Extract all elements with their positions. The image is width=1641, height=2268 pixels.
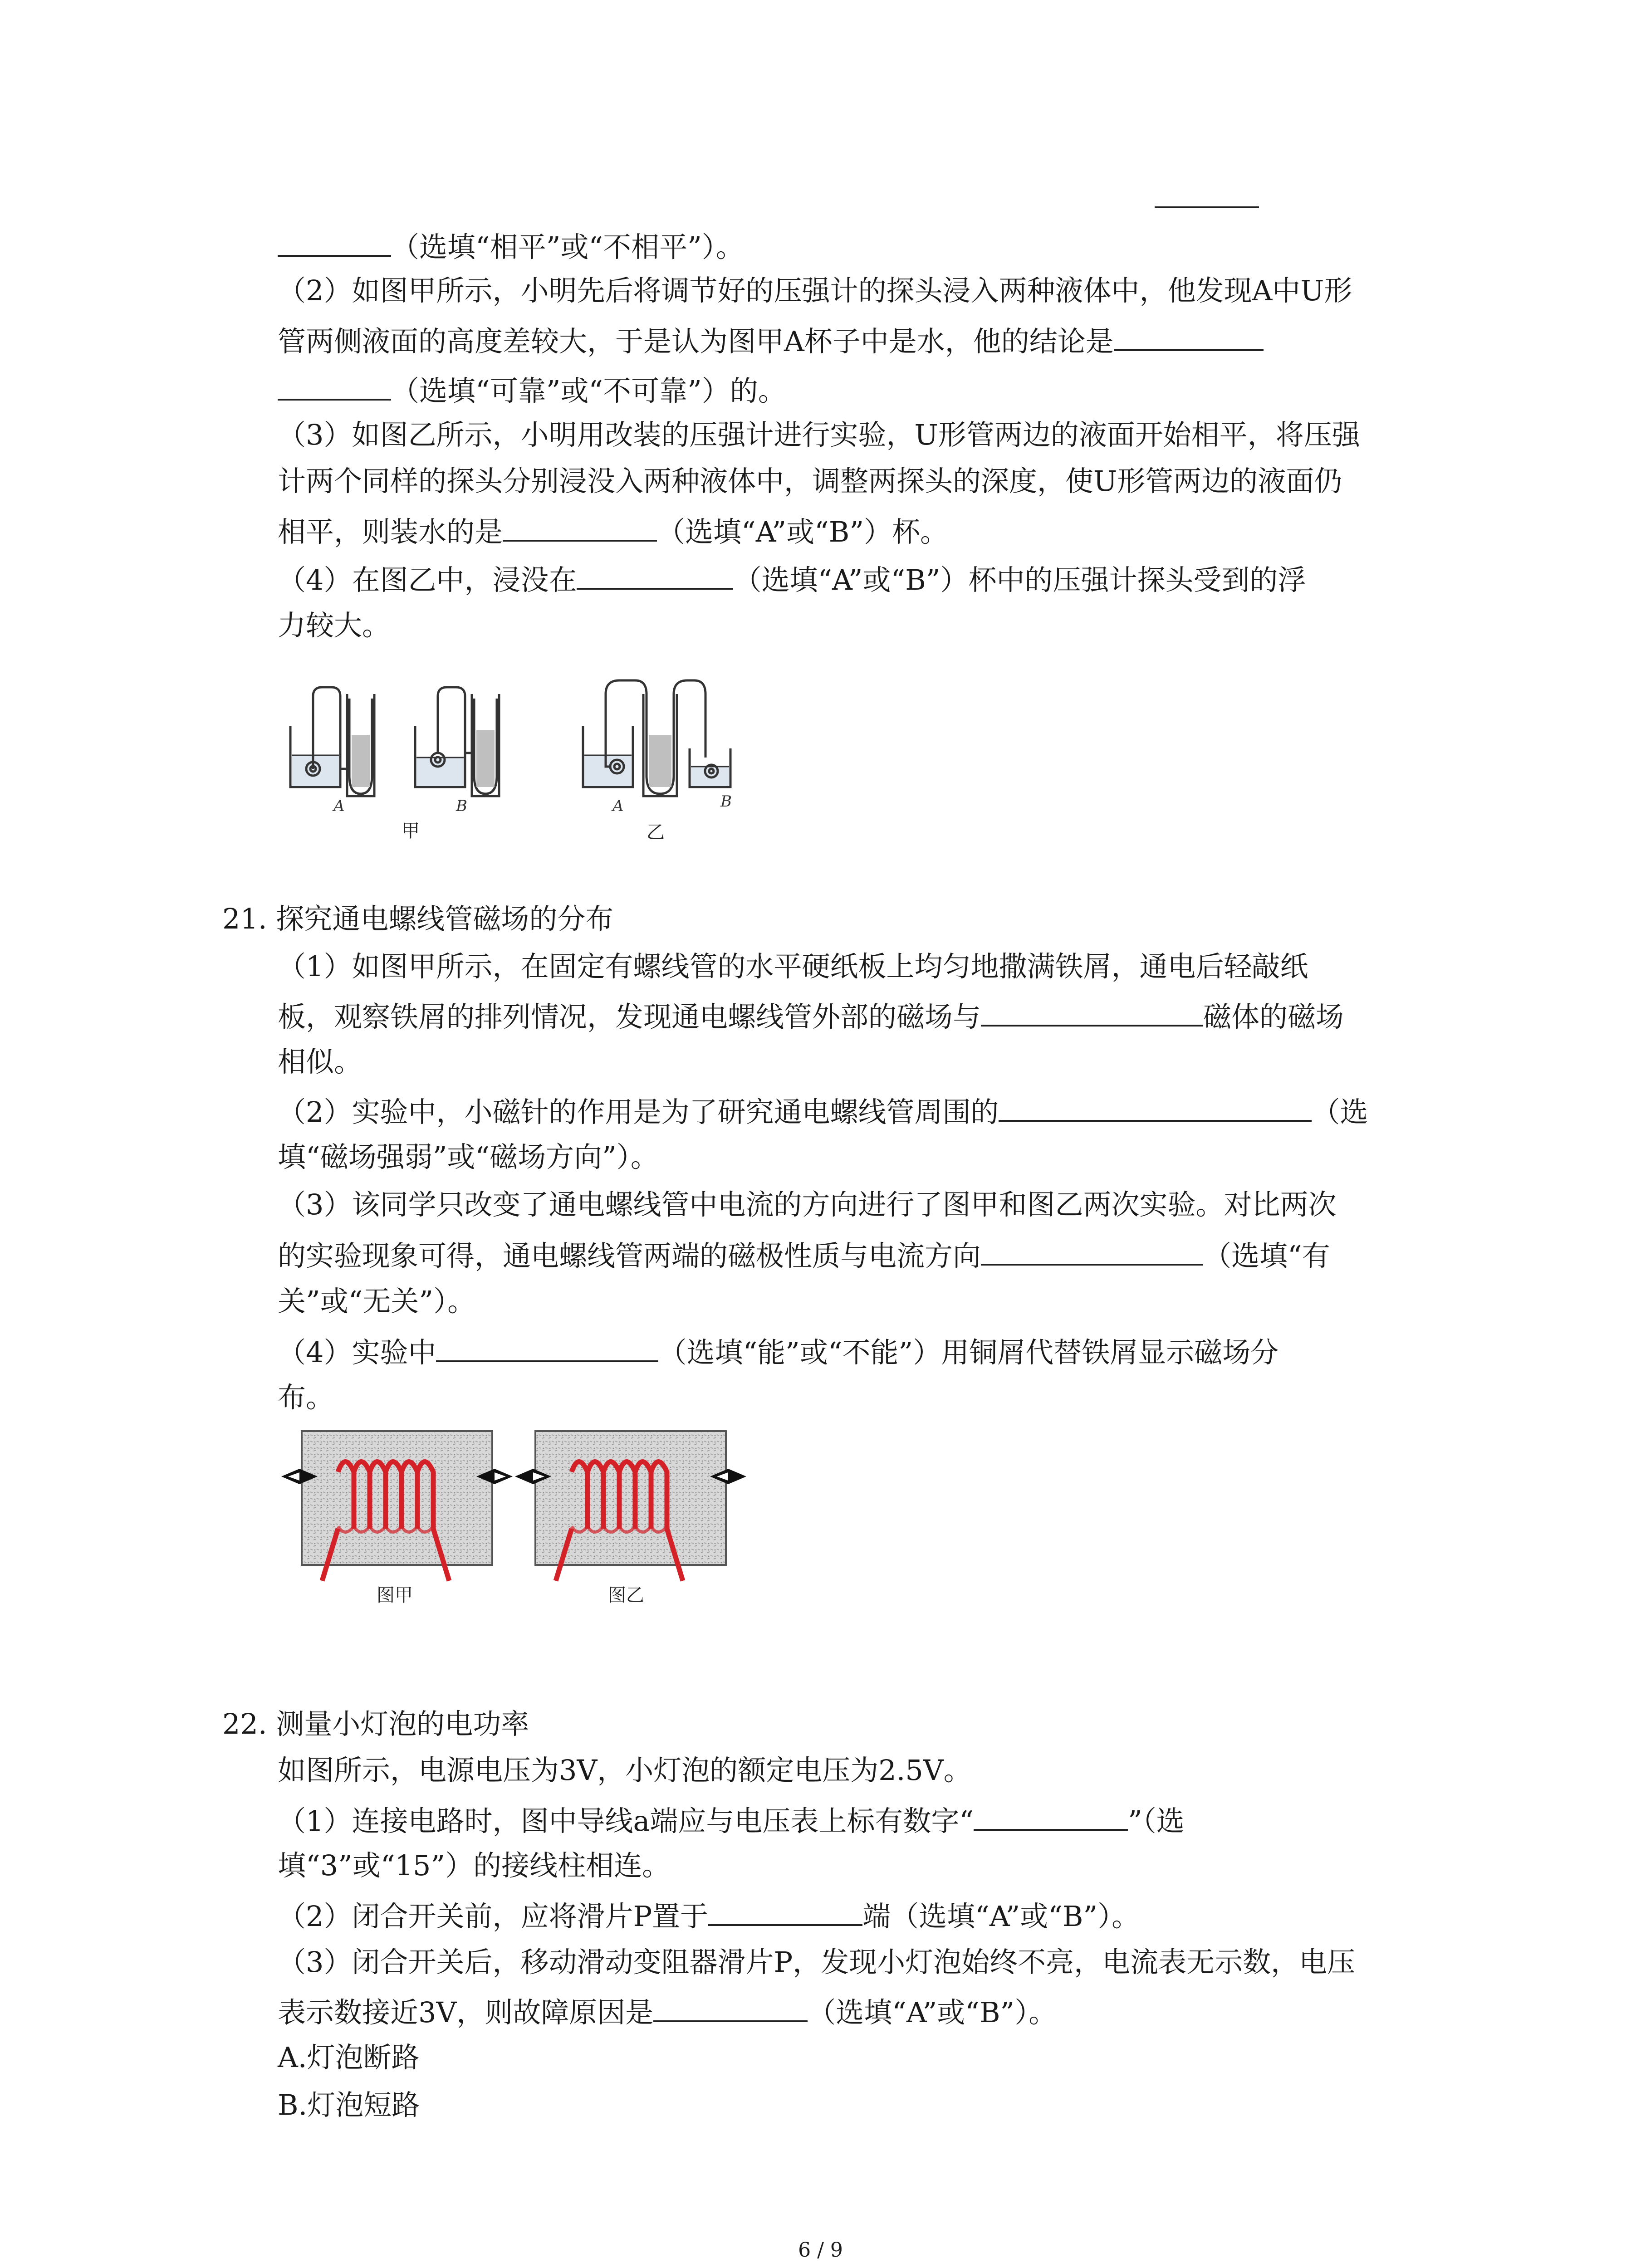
answer-blank[interactable] — [436, 1331, 658, 1362]
q20-p2-line-3: （选填“可靠”或“不可靠”）的。 — [278, 370, 786, 410]
q22-title: 22. 测量小灯泡的电功率 — [222, 1707, 529, 1740]
beaker-b-jia — [415, 687, 474, 787]
answer-blank[interactable] — [974, 1800, 1128, 1831]
fig-caption-tu-jia: 图甲 — [377, 1585, 413, 1606]
u-tube-jia-b — [472, 694, 499, 796]
q21-p1-line-2: 板，观察铁屑的排列情况，发现通电螺线管外部的磁场与 磁体的磁场 — [278, 996, 1344, 1036]
pressure-gauge-figure — [281, 662, 762, 853]
answer-blank[interactable] — [577, 559, 733, 590]
fig-caption-jia: 甲 — [402, 821, 420, 841]
solenoid-jia — [281, 1431, 513, 1581]
answer-blank[interactable] — [278, 226, 391, 257]
answer-blank[interactable] — [981, 996, 1203, 1026]
solenoid-figure — [281, 1424, 758, 1606]
solenoid-yi — [515, 1431, 746, 1581]
fig-label-a-yi: A — [612, 797, 624, 815]
answer-blank[interactable] — [981, 1235, 1203, 1266]
fig-caption-tu-yi: 图乙 — [608, 1585, 644, 1606]
q21-p2-line-2: 填“磁场强弱”或“磁场方向”）。 — [278, 1140, 659, 1173]
q20-p3-line-1: （3）如图乙所示，小明用改装的压强计进行实验，U形管两边的液面开始相平，将压强 — [278, 418, 1360, 451]
q21-title: 21. 探究通电螺线管磁场的分布 — [222, 902, 614, 935]
q21-p1-line-3: 相似。 — [278, 1045, 362, 1078]
q22-p3-line-2: 表示数接近3V，则故障原因是 （选填“A”或“B”）。 — [278, 1991, 1057, 2031]
beaker-a-yi — [583, 680, 647, 787]
q22-intro: 如图所示，电源电压为3V，小灯泡的额定电压为2.5V。 — [278, 1754, 972, 1787]
q20-p3-line-3: 相平，则装水的是 （选填“A”或“B”）杯。 — [278, 511, 948, 551]
q21-p3-line-2: 的实验现象可得，通电螺线管两端的磁极性质与电流方向 （选填“有 — [278, 1235, 1330, 1275]
q20-p2-line-1: （2）如图甲所示，小明先后将调节好的压强计的探头浸入两种液体中，他发现A中U形 — [278, 274, 1352, 307]
beaker-b-yi — [690, 748, 730, 787]
fig-label-b-yi: B — [720, 792, 732, 811]
fig-label-b-jia: B — [456, 797, 467, 815]
q20-line-0: （选填“相平”或“不相平”）。 — [278, 226, 744, 266]
fig-label-a-jia: A — [333, 797, 345, 815]
q22-p1-line-1: （1）连接电路时，图中导线a端应与电压表上标有数字“ ”（选 — [278, 1800, 1185, 1840]
q21-p4-line-2: 布。 — [278, 1381, 334, 1414]
answer-blank[interactable] — [999, 1091, 1312, 1122]
u-tube-jia-a — [347, 694, 374, 796]
q22-p2-line-1: （2）闭合开关前，应将滑片P置于 端（选填“A”或“B”）。 — [278, 1895, 1140, 1935]
beaker-a-jia — [290, 687, 349, 787]
answer-blank[interactable] — [503, 511, 657, 542]
q20-p3-line-2: 计两个同样的探头分别浸没入两种液体中，调整两探头的深度，使U形管两边的液面仍 — [278, 464, 1342, 498]
q22-option-b: B.灯泡短路 — [278, 2088, 420, 2121]
q21-p2-line-1: （2）实验中，小磁针的作用是为了研究通电螺线管周围的 （选 — [278, 1091, 1368, 1131]
q21-p3-line-1: （3）该同学只改变了通电螺线管中电流的方向进行了图甲和图乙两次实验。对比两次 — [278, 1188, 1337, 1221]
answer-blank[interactable] — [708, 1895, 862, 1926]
top-answer-line — [1155, 206, 1259, 208]
q22-p3-line-1: （3）闭合开关后，移动滑动变阻器滑片P，发现小灯泡始终不亮，电流表无示数，电压 — [278, 1945, 1356, 1979]
q22-p1-line-2: 填“3”或“15”）的接线柱相连。 — [278, 1849, 671, 1882]
q21-p4-line-1: （4）实验中 （选填“能”或“不能”）用铜屑代替铁屑显示磁场分 — [278, 1331, 1279, 1371]
answer-blank[interactable] — [1114, 320, 1264, 351]
q20-p4-line-1: （4）在图乙中，浸没在 （选填“A”或“B”）杯中的压强计探头受到的浮 — [278, 559, 1306, 599]
page-number: 6 / 9 — [798, 2239, 843, 2262]
q22-option-a: A.灯泡断路 — [278, 2041, 420, 2074]
q21-p1-line-1: （1）如图甲所示，在固定有螺线管的水平硬纸板上均匀地撒满铁屑，通电后轻敲纸 — [278, 950, 1308, 983]
q20-p4-line-2: 力较大。 — [278, 609, 391, 642]
fig-caption-yi: 乙 — [647, 822, 665, 843]
answer-blank[interactable] — [278, 370, 391, 401]
answer-blank[interactable] — [653, 1991, 808, 2022]
q20-p2-line-2: 管两侧液面的高度差较大，于是认为图甲A杯子中是水，他的结论是 — [278, 320, 1264, 360]
q21-p3-line-3: 关”或“无关”）。 — [278, 1285, 476, 1318]
